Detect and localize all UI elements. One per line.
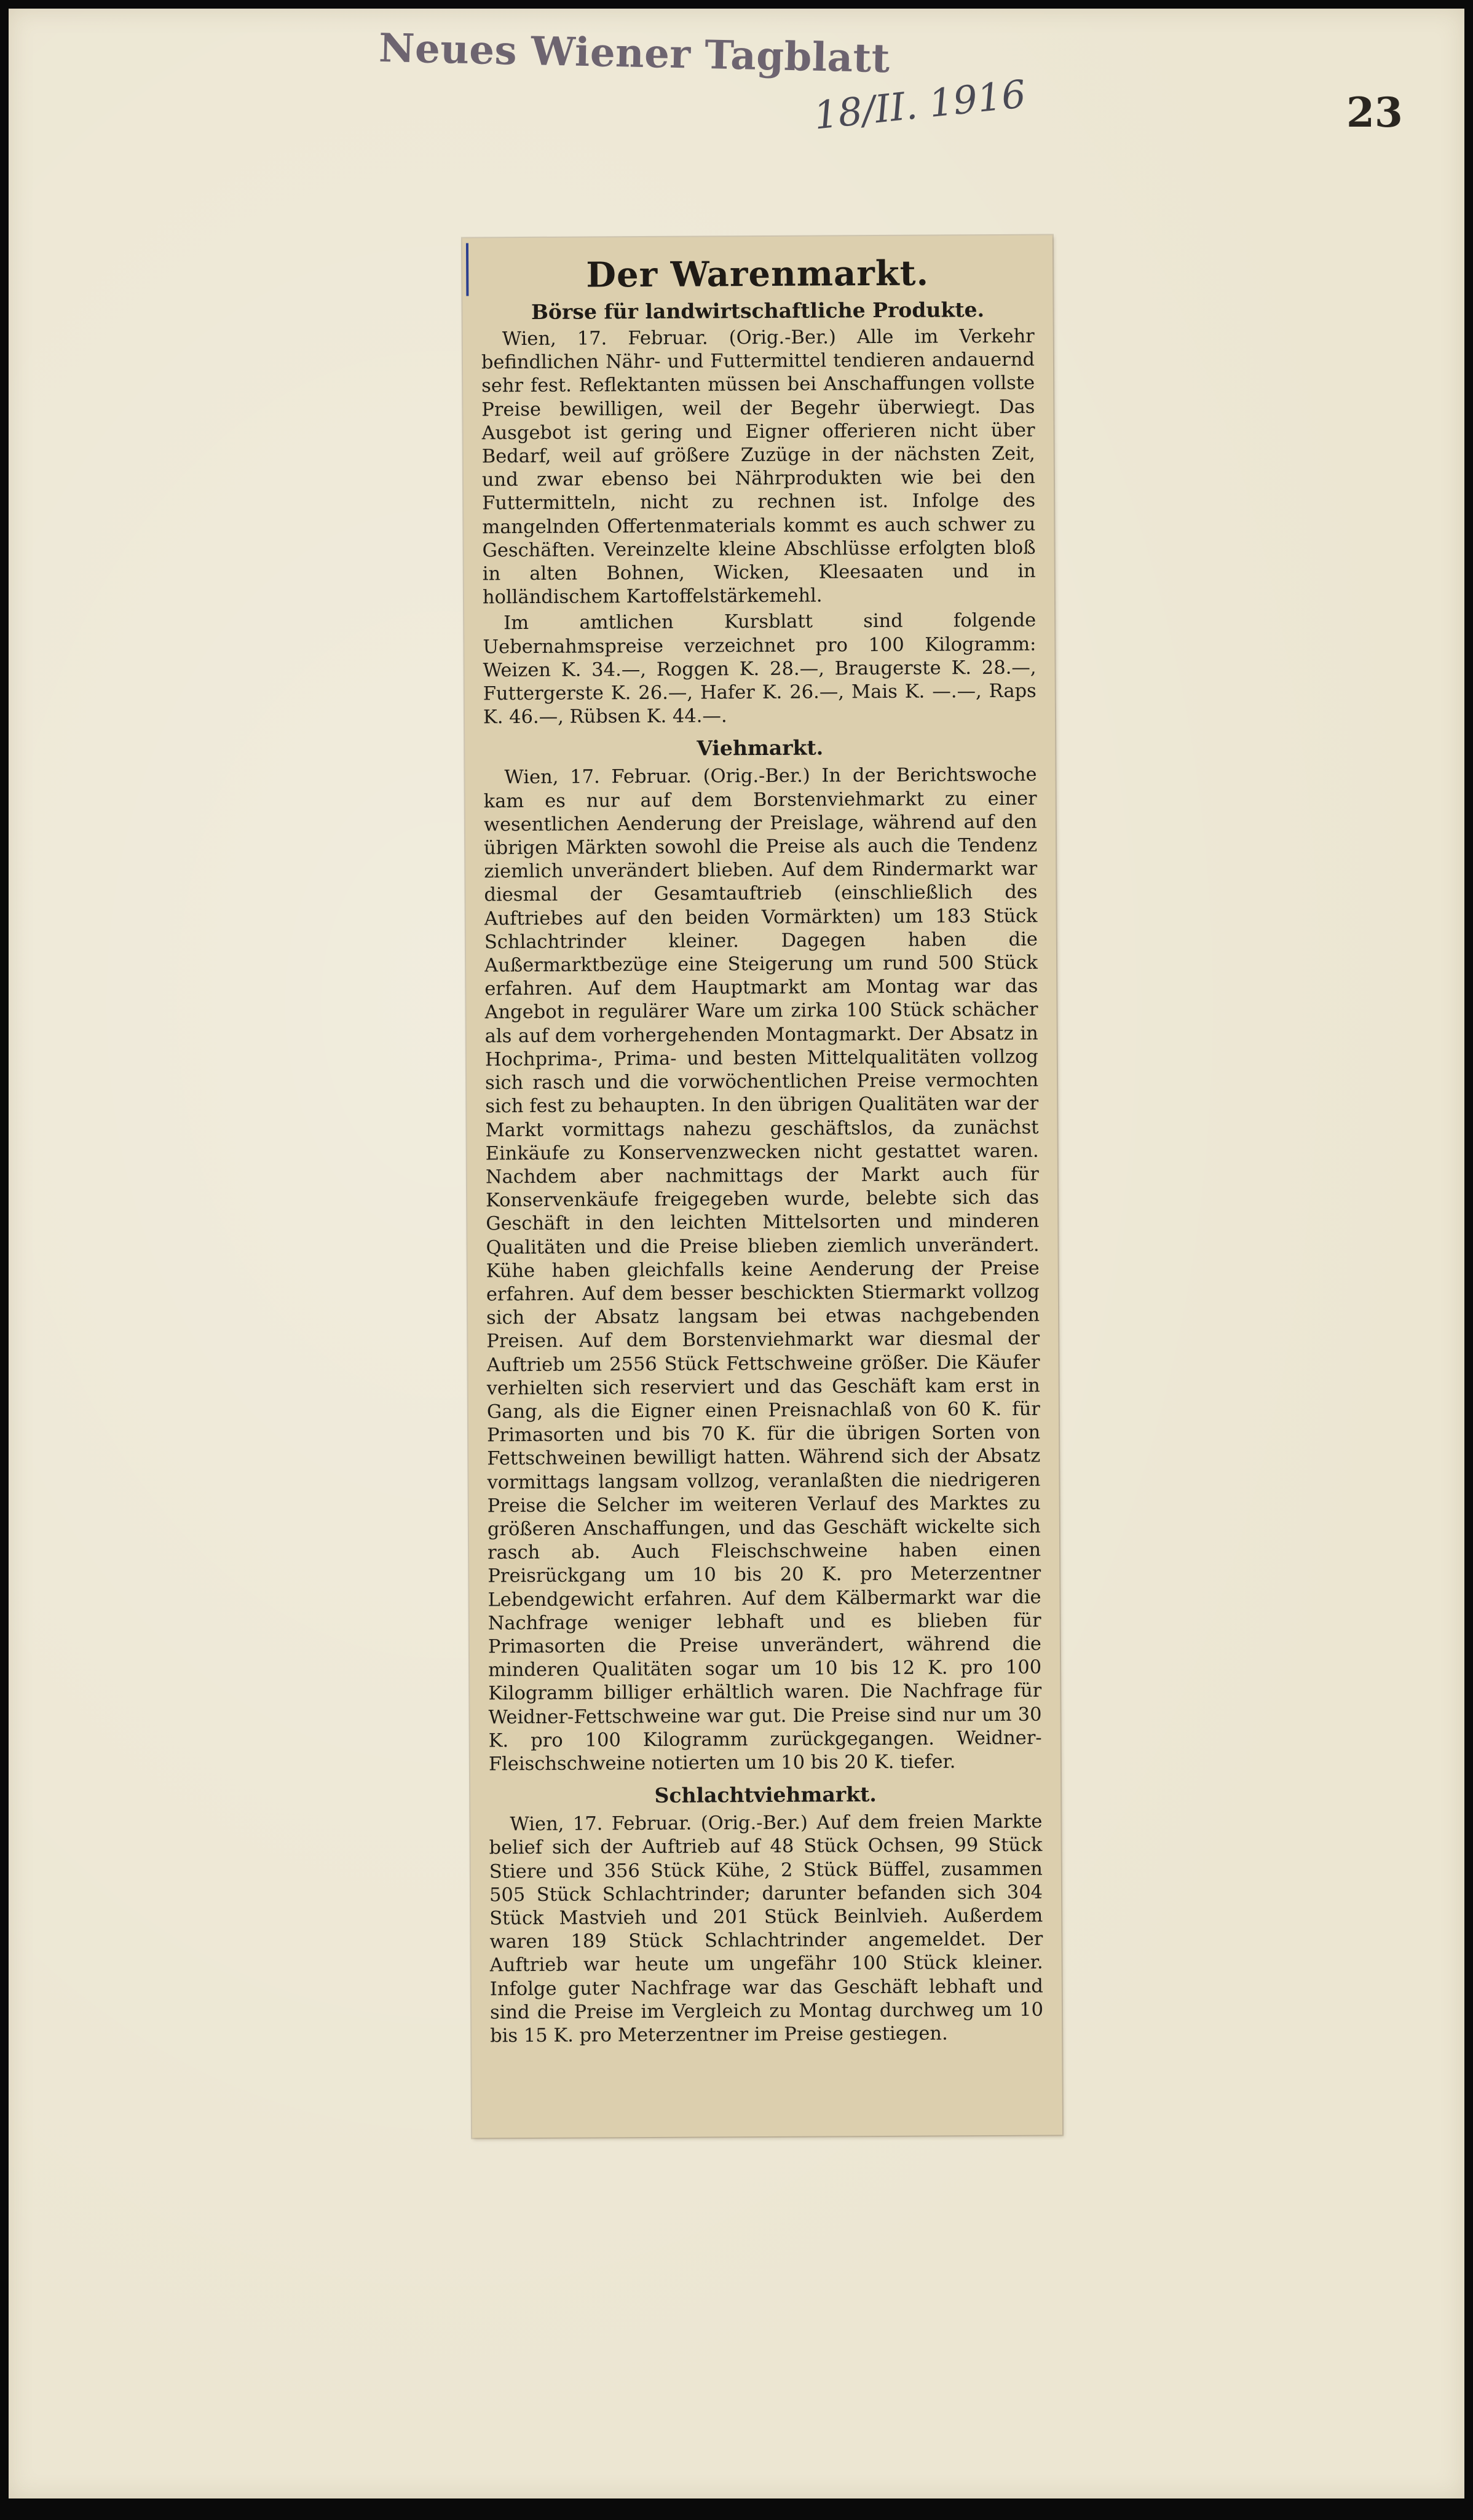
paragraph-boerse-1: Wien, 17. Februar. (Orig.-Ber.) Alle im Verkehr befindlichen Nähr- und Futtermittel tendieren andauernd sehr fest. Reflektanten müssen bei Anschaffungen vollste Preise bewilligen, weil der Begehr überwiegt. Das Ausgebot ist gering und Eigner offerieren nicht über Bedarf, weil auf größere Zuzüge in der nächsten Zeit, und zwar ebenso bei Nährprodukten wie bei den Futtermitteln, nicht zu rechnen ist. Infolge des mangelnden Offertenmaterials kommt es auch schwer zu Geschäften. Vereinzelte kleine Abschlüsse erfolgten bloß in alten Bohnen, Wicken, Kleesaaten und in holländischem Kartoffelstärkemehl. xyxy=(481,325,1036,609)
section-heading-viehmarkt: Viehmarkt. xyxy=(697,735,824,761)
clipping-text xyxy=(481,248,1044,2126)
article-subtitle: Börse für landwirtschaftliche Produkte. xyxy=(531,298,985,324)
paragraph-schlachtviehmarkt: Wien, 17. Februar. (Orig.-Ber.) Auf dem freien Markte belief sich der Auftrieb auf 48 Stück Ochsen, 99 Stück Stiere und 356 Stück Kühe, 2 Stück Büffel, zusammen 505 Stück Schlachtrinder; darunter befanden sich 304 Stück Mastvieh und 201 Stück Beinlvieh. Außerdem waren 189 Stück Schlachtrinder angemeldet. Der Auftrieb war heute um ungefähr 100 Stück kleiner. Infolge guter Nachfrage war das Geschäft lebhaft und sind die Preise im Vergleich zu Montag durchweg um 10 bis 15 K. pro Meterzentner im Preise gestiegen. xyxy=(489,1811,1044,2047)
article-title: Der Warenmarkt. xyxy=(586,253,930,296)
page-number: 23 xyxy=(1346,89,1403,136)
section-heading-schlachtviehmarkt: Schlachtviehmarkt. xyxy=(654,1782,877,1808)
newspaper-clipping xyxy=(462,235,1062,2138)
margin-mark xyxy=(466,243,468,296)
paragraph-viehmarkt: Wien, 17. Februar. (Orig.-Ber.) In der Berichtswoche kam es nur auf dem Borstenviehmarkt zu einer wesentlichen Aenderung der Preislage, während auf den übrigen Märkten sowohl die Preise als auch die Tendenz ziemlich unverändert blieben. Auf dem Rindermarkt war diesmal der Gesamtauftrieb (einschließlich des Auftriebes auf den beiden Vormärkten) um 183 Stück Schlachtrinder kleiner. Dagegen haben die Außermarktbezüge eine Steigerung um rund 500 Stück erfahren. Auf dem Hauptmarkt am Montag war das Angebot in regulärer Ware um zirka 100 Stück schächer als auf dem vorhergehenden Montagmarkt. Der Absatz in Hochprima-, Prima- und besten Mittelqualitäten vollzog sich rasch und die vorwöchentlichen Preise vermochten sich fest zu behaupten. In den übrigen Qualitäten war der Markt vormittags nahezu geschäftslos, da zunächst Einkäufe zu Konservenzwecken nicht gestattet waren. Nachdem aber nachmittags der Markt auch für Konservenkäufe freigegeben wurde, belebte sich das Geschäft in den leichten Mittelsorten und minderen Qualitäten und die Preise blieben ziemlich unverändert. Kühe haben gleichfalls keine Aenderung der Preise erfahren. Auf dem besser beschickten Stiermarkt vollzog sich der Absatz langsam bei etwas nachgebenden Preisen. Auf dem Borstenviehmarkt war diesmal der Auftrieb um 2556 Stück Fettschweine größer. Die Käufer verhielten sich reserviert und das Geschäft kam erst in Gang, als die Eigner einen Preisnachlaß von 60 K. für Primasorten und bis 70 K. für die übrigen Sorten von Fettschweinen bewilligt hatten. Während sich der Absatz vormittags langsam vollzog, veranlaßten die niedrigeren Preise die Selcher im weiteren Verlauf des Marktes zu größeren Anschaffungen, und das Geschäft wickelte sich rasch ab. Auch Fleischschweine haben einen Preisrückgang um 10 bis 20 K. pro Meterzentner Lebendgewicht erfahren. Auf dem Kälbermarkt war die Nachfrage weniger lebhaft und es blieben für Primasorten die Preise unverändert, während die minderen Qualitäten sogar um 10 bis 12 K. pro 100 Kilogramm billiger erhältlich waren. Die Nachfrage für Weidner-Fettschweine war gut. Die Preise sind nur um 30 K. pro 100 Kilogramm zurückgegangen. Weidner-Fleischschweine notierten um 10 bis 20 K. tiefer. xyxy=(483,764,1042,1775)
newspaper-name-stamp: Neues Wiener Tagblatt xyxy=(378,25,891,82)
handwritten-date: 18/II. 1916 xyxy=(812,71,1029,138)
paragraph-boerse-2: Im amtlichen Kursblatt sind folgende Uebernahmspreise verzeichnet pro 100 Kilogramm: Weizen K. 34.—, Roggen K. 28.—, Braugerste K. 28.—, Futtergerste K. 26.—, Hafer K. 26.—, Mais K. —.—, Raps K. 46.—, Rübsen K. 44.—. xyxy=(483,610,1037,729)
